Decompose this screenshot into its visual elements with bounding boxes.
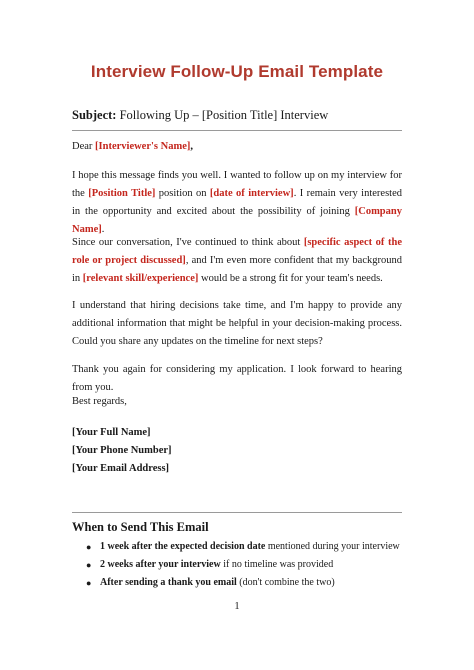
bullet-emphasis: 2 weeks after your interview (100, 559, 221, 570)
para1-text-2: position on (155, 188, 210, 199)
timing-list (72, 538, 402, 592)
list-item (72, 574, 402, 592)
greeting-comma: , (190, 141, 193, 152)
paragraph-2 (72, 234, 402, 288)
para1-text-3: . I remain very interested in the opportunity and excited about the possibility of joining (72, 188, 403, 217)
list-item (72, 556, 402, 574)
paragraph-4: Thank you again for considering my application. I look forward to hearing from you. (72, 364, 402, 393)
section-title: When to Send This Email (72, 520, 209, 534)
paragraph-3: I understand that hiring decisions take time, and I'm happy to provide any additional information that might be helpful in your decision-making process. Could you share any updates on the timeline for next steps? (72, 300, 402, 347)
subject-label: Subject: (72, 108, 117, 122)
placeholder-specific-aspect: [specific aspect of the role or project discussed] (72, 237, 402, 266)
signature-phone: [Your Phone Number] (72, 445, 172, 456)
para1-text-1: I hope this message finds you well. I wanted to follow up on my interview for the (72, 170, 402, 199)
subject-divider (72, 130, 402, 131)
paragraph-1 (72, 167, 402, 239)
placeholder-relevant-skill: [relevant skill/experience] (82, 273, 199, 284)
bullet-emphasis: 1 week after the expected decision date (100, 541, 266, 552)
bullet-icon: ● (86, 542, 92, 552)
subject-line (72, 108, 328, 123)
closing: Best regards, (72, 396, 127, 407)
signature-block (72, 424, 402, 478)
subject-value: Following Up – [Position Title] Interview (119, 108, 329, 122)
para2-text-3: would be a strong fit for your team's needs. (198, 273, 383, 284)
bullet-text: (don't combine the two) (236, 577, 335, 588)
placeholder-company-name: [Company Name] (72, 206, 402, 235)
list-item (72, 538, 402, 556)
bullet-emphasis: After sending a thank you email (100, 577, 237, 588)
bullet-text: if no timeline was provided (220, 559, 334, 570)
document-title: Interview Follow-Up Email Template (90, 62, 384, 81)
signature-email: [Your Email Address] (72, 463, 170, 474)
page-number: 1 (234, 601, 240, 612)
para2-text-1: Since our conversation, I've continued to think about (72, 237, 304, 248)
greeting (72, 138, 402, 156)
bullet-text: mentioned during your interview (265, 541, 400, 552)
placeholder-interview-date: [date of interview] (209, 188, 294, 199)
placeholder-interviewer-name: [Interviewer's Name] (95, 141, 191, 152)
para2-text-2: , and I'm even more confident that my background in (72, 255, 402, 284)
section-divider (72, 512, 402, 513)
para1-text-4: . (101, 224, 105, 235)
signature-name: [Your Full Name] (72, 427, 151, 438)
greeting-text: Dear (72, 141, 96, 152)
placeholder-position-title: [Position Title] (88, 188, 156, 199)
bullet-icon: ● (86, 560, 92, 570)
bullet-icon: ● (86, 578, 92, 588)
